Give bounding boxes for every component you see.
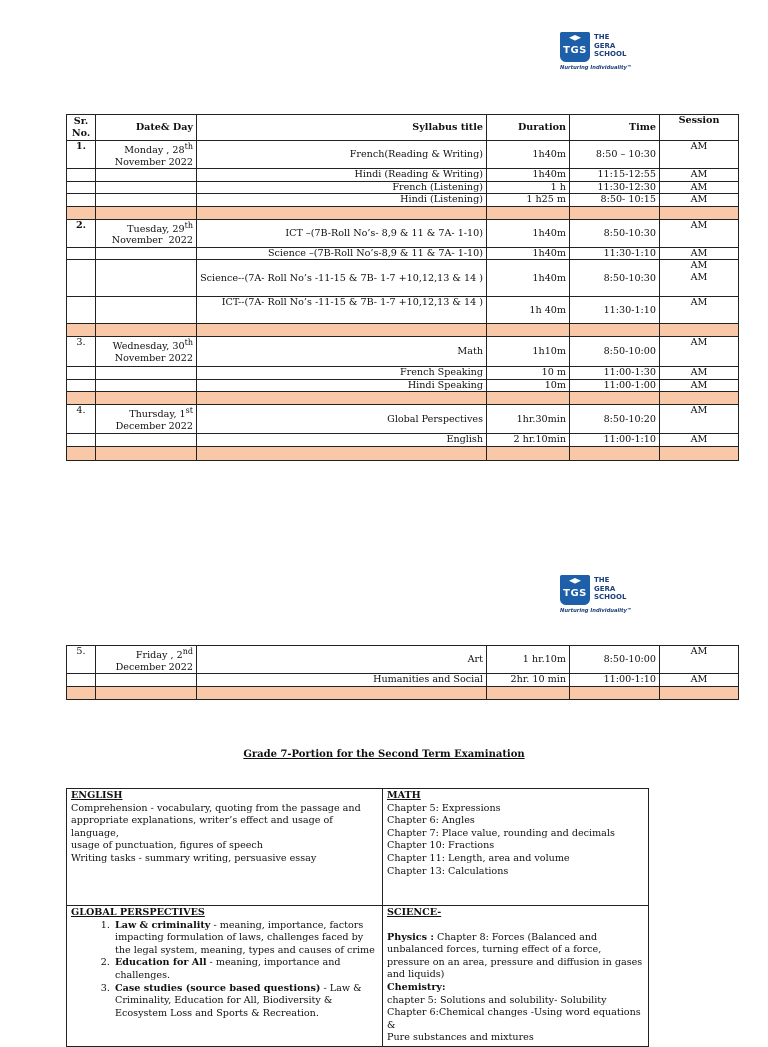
separator-row	[67, 324, 739, 337]
exam-schedule-table	[66, 114, 739, 461]
list-item: 2. Education for All - meaning, importance and challenges.	[113, 957, 378, 982]
gp-list	[71, 920, 378, 1021]
math-heading: MATH	[387, 790, 421, 801]
date-cell: Friday , 2nd December 2022	[96, 646, 197, 674]
english-section: ENGLISH Comprehension - vocabulary, quoting from the passage and appropriate explanations, writer’s effect and usage of language, usage of punctuation, figures of speech Writing tasks - summary writing, persuasive essay	[67, 789, 383, 906]
logo-school-name: THE GERA SCHOOL	[594, 576, 627, 601]
separator-row	[67, 686, 739, 699]
list-item: 1. Law & criminality - meaning, importance, factors impacting formulation of laws, challenges faced by the legal system, meaning, types and causes of crime	[113, 920, 378, 958]
english-heading: ENGLISH	[71, 790, 123, 801]
header-time: Time	[570, 115, 660, 141]
table-row: Hindi Speaking 10m 11:00-1:00 AM	[67, 379, 739, 392]
table-row: 2. Tuesday, 29th November 2022 ICT –(7B-Roll No’s- 8,9 & 11 & 7A- 1-10) 1h40m 8:50-10:30 AM	[67, 219, 739, 247]
table-row: 1. Monday , 28th November 2022 French(Reading & Writing) 1h40m 8:50 – 10:30 AM	[67, 141, 739, 169]
science-heading: SCIENCE-	[387, 907, 442, 918]
table-header-row	[67, 115, 739, 141]
exam-schedule-table-continued	[66, 645, 739, 700]
gp-heading: GLOBAL PERSPECTIVES	[71, 907, 205, 918]
table-row: French (Listening) 1 h 11:30-12:30 AM	[67, 181, 739, 194]
header-duration: Duration	[487, 115, 570, 141]
date-cell: Thursday, 1st December 2022	[96, 405, 197, 434]
portion-title: Grade 7-Portion for the Second Term Examination	[243, 749, 525, 760]
table-row: Humanities and Social 2hr. 10 min 11:00-1:10 AM	[67, 674, 739, 687]
table-row: Science –(7B-Roll No’s-8,9 & 11 & 7A- 1-10) 1h40m 11:30-1:10 AM	[67, 247, 739, 260]
logo-monogram: TGS	[563, 588, 587, 599]
portion-table	[66, 788, 649, 1047]
date-cell: Wednesday, 30th November 2022	[96, 337, 197, 367]
math-section: MATH Chapter 5: Expressions Chapter 6: Angles Chapter 7: Place value, rounding and decimals Chapter 10: Fractions Chapter 11: Length, area and volume Chapter 13: Calculations	[383, 789, 649, 906]
science-section: SCIENCE- Physics : Chapter 8: Forces (Balanced and unbalanced forces, turning effect of a force, pressure on an area, pressure and diffusion in gases and liquids) Chemistry: chapter 5: Solutions and solubility- Solubility Chapter 6:Chemical changes -Using word equations & Pure substances and mixtures	[383, 906, 649, 1047]
school-logo	[560, 575, 633, 623]
table-row: ICT--(7A- Roll No’s -11-15 & 7B- 1-7 +10,12,13 & 14 ) 1h 40m 11:30-1:10 AM	[67, 297, 739, 324]
table-row: Science--(7A- Roll No’s -11-15 & 7B- 1-7 +10,12,13 & 14 ) 1h40m 8:50-10:30 AM AM	[67, 260, 739, 297]
logo-tagline: Nurturing Individuality™	[560, 65, 633, 71]
header-session: Session	[660, 115, 739, 141]
header-sr: Sr. No.	[67, 115, 96, 141]
school-logo	[560, 32, 633, 80]
separator-row	[67, 446, 739, 460]
table-row: English 2 hr.10min 11:00-1:10 AM	[67, 434, 739, 447]
table-row: Hindi (Reading & Writing) 1h40m 11:15-12:55 AM	[67, 169, 739, 182]
logo-school-name: THE GERA SCHOOL	[594, 33, 627, 58]
separator-row	[67, 206, 739, 219]
separator-row	[67, 392, 739, 405]
date-cell: Tuesday, 29th November 2022	[96, 219, 197, 247]
table-row: Hindi (Listening) 1 h25 m 8:50- 10:15 AM	[67, 194, 739, 207]
global-perspectives-section	[67, 906, 383, 1047]
table-row: French Speaking 10 m 11:00-1:30 AM	[67, 367, 739, 380]
logo-tagline: Nurturing Individuality™	[560, 608, 633, 614]
logo-monogram: TGS	[563, 45, 587, 56]
date-cell: Monday , 28th November 2022	[96, 141, 197, 169]
table-row: 5. Friday , 2nd December 2022 Art 1 hr.10m 8:50-10:00 AM	[67, 646, 739, 674]
table-row: 4. Thursday, 1st December 2022 Global Perspectives 1hr.30min 8:50-10:20 AM	[67, 405, 739, 434]
header-syllabus: Syllabus title	[197, 115, 487, 141]
list-item: 3. Case studies (source based questions) - Law & Criminality, Education for All, Biodiversity & Ecosystem Loss and Sports & Recreation.	[113, 983, 378, 1021]
table-row: 3. Wednesday, 30th November 2022 Math 1h10m 8:50-10:00 AM	[67, 337, 739, 367]
header-date: Date& Day	[96, 115, 197, 141]
